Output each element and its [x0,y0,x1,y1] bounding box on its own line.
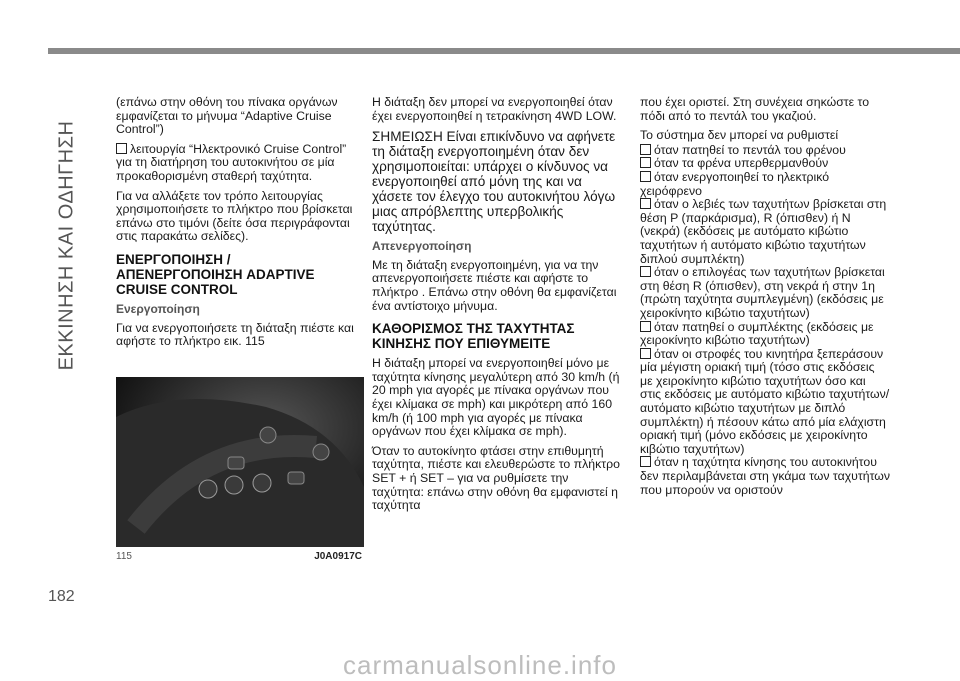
page-number: 182 [48,588,75,605]
chapter-title: ΕΚΚΙΝΗΣΗ ΚΑΙ ΟΔΗΓΗΣΗ [55,120,78,370]
paragraph: Το σύστημα δεν μπορεί να ρυθμιστεί [640,128,839,143]
sub-heading: Απενεργοποίηση [372,239,472,254]
figure-caption [116,551,364,562]
paragraph: Για να αλλάξετε τον τρόπο λειτουργίας χρησιμοποιήσετε το πλήκτρο που βρίσκεται επάνω στο τιμόνι (δείτε όσα περιγράφονται στις παρακάτω σελίδες). [116,188,353,244]
paragraph: Με τη διάταξη ενεργοποιημένη, για να την απενεργοποιήσετε πιέστε και αφήστε το πλήκτρο . Επάνω στην οθόνη θα εμφανίζεται ένα αντίστοιχο μήνυμα. [372,257,617,313]
condition-list [640,144,890,497]
warning-note: ΣΗΜΕΙΩΣΗ Είναι επικίνδυνο να αφήνετε τη διάταξη ενεργοποιημένη όταν δεν χρησιμοποιείται: υπάρχει ο κίνδυνος να ενεργοποιηθεί από μόνη της και να χάσετε τον έλεγχο του αυτοκινήτου λόγω μιας απρόβλεπτης υπερβολικής ταχύτητας. [372,129,616,235]
list-item: όταν τα φρένα υπερθερμανθούν [640,157,890,171]
paragraph: Η διάταξη δεν μπορεί να ενεργοποιηθεί όταν έχει ενεργοποιηθεί η τετρακίνηση 4WD LOW. [372,95,617,123]
list-item: όταν ο επιλογέας των ταχυτήτων βρίσκεται στη θέση R (όπισθεν), στη νεκρά ή στην 1η (πρώτη ταχύτητα συμπλεγμένη) (εκδόσεις με χειροκίνητο κιβώτιο ταχυτήτων) [640,265,885,320]
steering-wheel-illustration [116,377,364,547]
checkbox-bullet-icon [640,266,651,277]
section-heading: ΚΑΘΟΡΙΣΜΟΣ ΤΗΣ ΤΑΧΥΤΗΤΑΣ ΚΙΝΗΣΗΣ ΠΟΥ ΕΠΙΘΥΜΕΙΤΕ [372,321,575,352]
figure-code: J0A0917C [314,551,362,562]
paragraph: Για να ενεργοποιήσετε τη διάταξη πιέστε και αφήστε το πλήκτρο εικ. 115 [116,320,354,349]
figure-number: 115 [116,551,132,562]
paragraph: που έχει οριστεί. Στη συνέχεια σηκώστε το πόδι από το πεντάλ του γκαζιού. [640,95,870,123]
paragraph: λειτουργία “Ηλεκτρονικό Cruise Control” για τη διατήρηση του αυτοκινήτου σε μία προκαθορισμένη σταθερή ταχύτητα. [116,141,347,183]
list-item: όταν η ταχύτητα κίνησης του αυτοκινήτου δεν περιλαμβάνεται στη γκάμα των ταχυτήτων που μπορούν να οριστούν [640,455,891,497]
paragraph: Όταν το αυτοκίνητο φτάσει στην επιθυμητή ταχύτητα, πιέστε και ελευθερώστε το πλήκτρο SET + ή SET – για να ρυθμίσετε την ταχύτητα: επάνω στην οθόνη θα εμφανιστεί η ταχύτητα [372,443,620,513]
checkbox-bullet-icon [640,171,651,182]
watermark: carmanualsonline.info [343,650,617,680]
checkbox-bullet-icon [640,348,651,359]
column-1 [116,96,356,355]
paragraph: Η διάταξη μπορεί να ενεργοποιηθεί μόνο με ταχύτητα κίνησης μεγαλύτερη από 30 km/h (ή 20 mph για αγορές με πίνακα οργάνων που έχει κλίμακα σε mph) και μικρότερη από 160 km/h (ή 100 mph για αγορές με πίνακα οργάνων που έχει κλίμακα σε mph). [372,356,620,439]
top-divider-bar [48,48,960,54]
section-heading: ΕΝΕΡΓΟΠΟΙΗΣΗ / ΑΠΕΝΕΡΓΟΠΟΙΗΣΗ ADAPTIVE CRUISE CONTROL [116,251,315,297]
checkbox-bullet-icon [640,144,651,155]
column-3 [640,96,890,497]
checkbox-bullet-icon [640,456,651,467]
checkbox-bullet-icon [640,198,651,209]
steering-wheel-photo [116,377,364,547]
sub-heading: Ενεργοποίηση [116,301,200,316]
chapter-sidebar [52,100,82,390]
list-item: όταν οι στροφές του κινητήρα ξεπεράσουν μία μέγιστη οριακή τιμή (τόσο στις εκδόσεις με χειροκίνητο κιβώτιο ταχυτήτων όσο και στις εκδόσεις με αυτόματο κιβώτιο ταχυτήτων/ αυτόματο κιβώτιο ταχυτήτων με διπλό συμπλέκτη) ή πέσουν κάτω από μία ελάχιστη οριακή τιμή (μόνο εκδόσεις με χειροκίνητο κιβώτιο ταχυτήτων) [640,346,890,456]
list-item: όταν πατηθεί ο συμπλέκτης (εκδόσεις με χειροκίνητο κιβώτιο ταχυτήτων) [640,319,874,348]
list-item: όταν ενεργοποιηθεί το ηλεκτρικό χειρόφρενο [640,169,830,198]
paragraph: (επάνω στην οθόνη του πίνακα οργάνων εμφανίζεται το μήνυμα “Adaptive Cruise Control”) [116,95,338,137]
column-2 [372,96,622,519]
checkbox-bullet-icon [640,157,651,168]
checkbox-bullet-icon [116,143,127,154]
checkbox-bullet-icon [640,321,651,332]
list-item: όταν ο λεβιές των ταχυτήτων βρίσκεται στη θέση P (παρκάρισμα), R (όπισθεν) ή N (νεκρά) (εκδόσεις με αυτόματο κιβώτιο ταχυτήτων ή αυτόματο κιβώτιο ταχυτήτων διπλού συμπλέκτη) [640,197,887,266]
list-item: όταν πατηθεί το πεντάλ του φρένου [640,144,890,158]
